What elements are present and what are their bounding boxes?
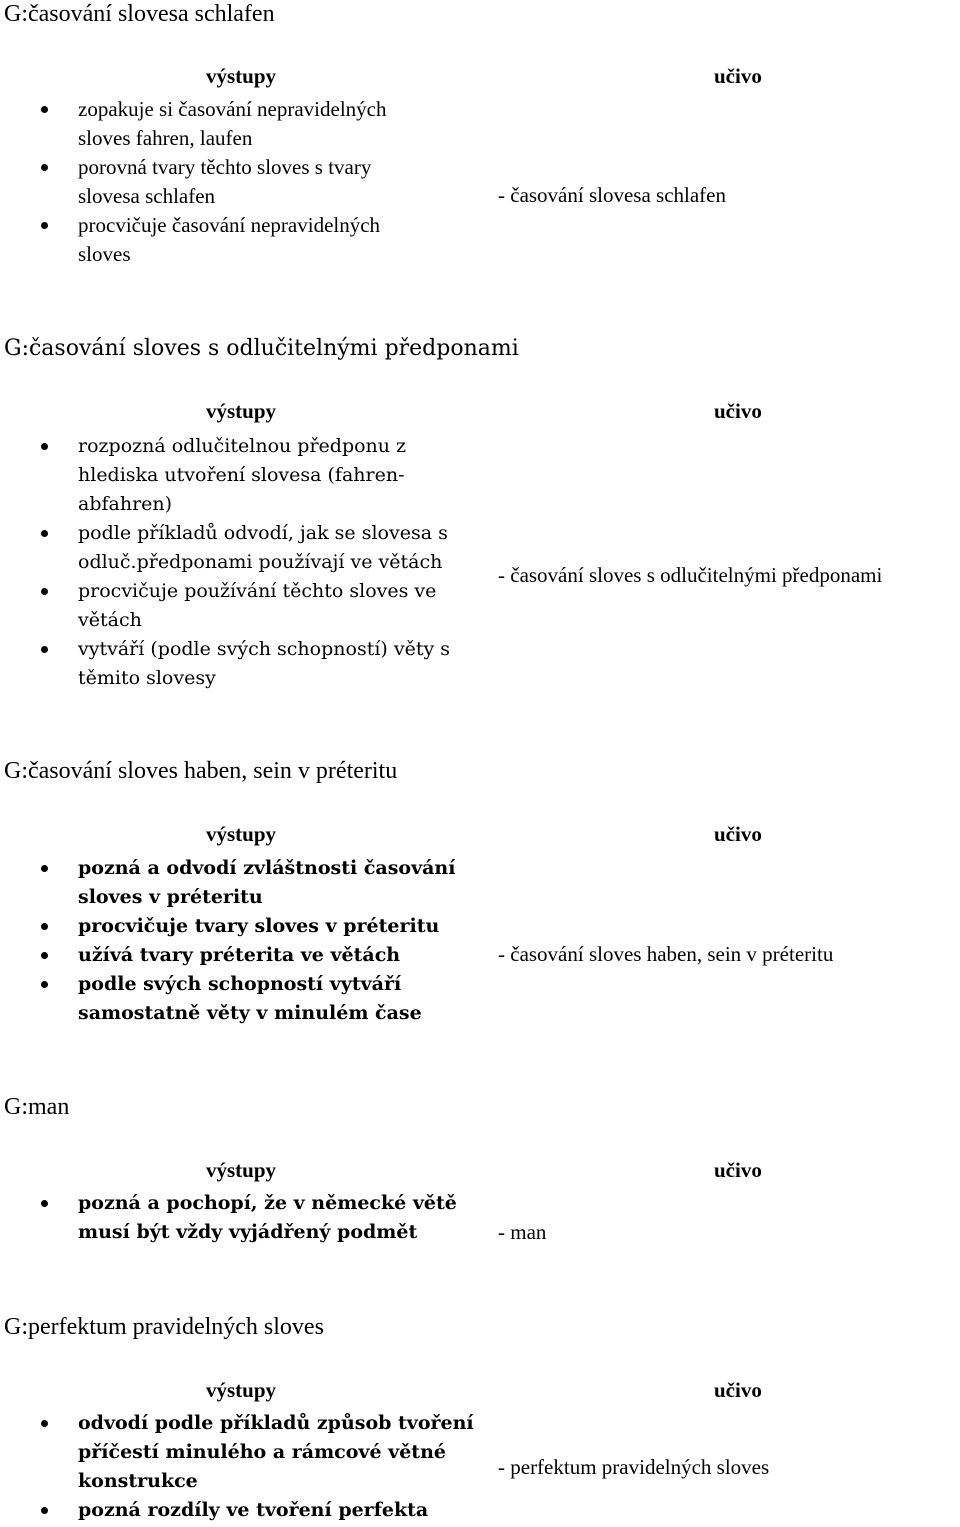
list-item: zopakuje si časování nepravidelných sloves fahren, laufen — [78, 95, 508, 153]
outputs-label: výstupy — [206, 822, 277, 846]
list-item: vytváří (podle svých schopností) věty s těmito slovesy — [78, 635, 508, 693]
section-haben-sein — [0, 757, 960, 1037]
list-item: užívá tvary préterita ve větách — [78, 941, 508, 970]
curriculum-label: učivo — [714, 64, 762, 88]
outputs-label: výstupy — [206, 64, 277, 88]
list-item: pozná a odvodí zvláštnosti časování sloves v préteritu — [78, 854, 508, 912]
list-item: porovná tvary těchto sloves s tvary slovesa schlafen — [78, 153, 508, 211]
curriculum-label: učivo — [714, 822, 762, 846]
section-heading: G:man — [4, 1094, 70, 1120]
outputs-list — [78, 95, 508, 269]
outputs-label: výstupy — [206, 399, 277, 423]
curriculum-label: učivo — [714, 399, 762, 423]
list-item: pozná a pochopí, že v německé větě musí být vždy vyjádřený podmět — [78, 1189, 508, 1247]
section-man — [0, 1093, 960, 1263]
outputs-list — [78, 854, 508, 1028]
curriculum-text: - perfektum pravidelných sloves — [498, 1455, 770, 1479]
outputs-label: výstupy — [206, 1378, 277, 1402]
list-item: pozná rozdíly ve tvoření perfekta — [78, 1496, 508, 1525]
list-item: podle příkladů odvodí, jak se slovesa s odluč.předponami používají ve větách — [78, 519, 508, 577]
outputs-label: výstupy — [206, 1158, 277, 1182]
curriculum-label: učivo — [714, 1378, 762, 1402]
curriculum-label: učivo — [714, 1158, 762, 1182]
section-perfect-regular — [0, 1313, 960, 1527]
list-item: rozpozná odlučitelnou předponu z hlediska utvoření slovesa (fahren- abfahren) — [78, 432, 508, 519]
section-heading: G:časování sloves haben, sein v préteritu — [4, 758, 398, 784]
list-item: podle svých schopností vytváří samostatně věty v minulém čase — [78, 970, 508, 1028]
curriculum-text: - časování slovesa schlafen — [498, 183, 726, 207]
section-separable-prefixes — [0, 335, 960, 695]
list-item: procvičuje časování nepravidelných sloves — [78, 211, 508, 269]
list-item: odvodí podle příkladů způsob tvoření příčestí minulého a rámcové větné konstrukce — [78, 1409, 508, 1496]
curriculum-text: - časování sloves s odlučitelnými předponami — [498, 563, 883, 587]
section-heading: G:perfektum pravidelných sloves — [4, 1314, 324, 1340]
list-item: procvičuje tvary sloves v préteritu — [78, 912, 508, 941]
section-heading: G:časování slovesa schlafen — [4, 1, 275, 27]
curriculum-text: - man — [498, 1220, 547, 1244]
outputs-list — [78, 1409, 508, 1525]
curriculum-text: - časování sloves haben, sein v préteritu — [498, 942, 834, 966]
outputs-list — [78, 1189, 508, 1247]
section-heading: G:časování sloves s odlučitelnými předponami — [4, 336, 519, 361]
section-schlafen — [0, 0, 960, 280]
outputs-list — [78, 432, 508, 693]
list-item: procvičuje používání těchto sloves ve větách — [78, 577, 508, 635]
